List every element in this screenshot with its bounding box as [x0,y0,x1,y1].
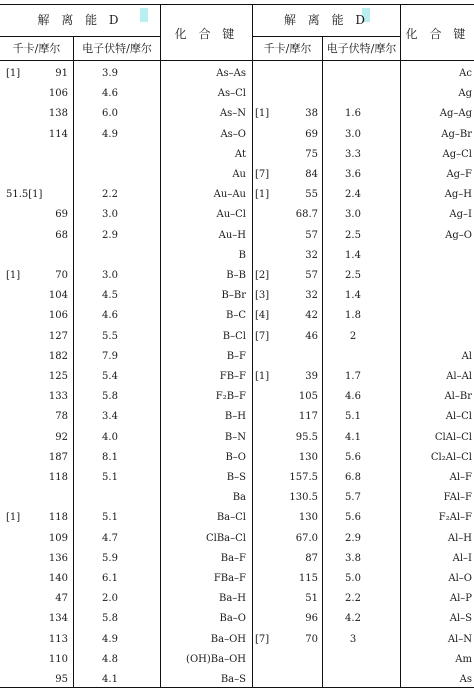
kcal-cell: 118 [48,472,68,483]
bond-cell: B–N [224,432,246,443]
top-rule [0,4,474,5]
ref-cell: [2] [255,270,270,281]
ev-cell: 5.6 [345,512,361,523]
ev-cell: 3.3 [345,149,361,160]
ev-cell: 1.6 [345,108,361,119]
ev-cell: 6.1 [102,573,118,584]
kcal-cell: 96 [305,613,318,624]
ev-header-right: 电子伏特/摩尔 [326,42,397,55]
kcal-cell: 138 [48,108,68,119]
kcal-cell: 46 [305,331,318,342]
bond-cell: Al–F [449,472,472,483]
bond-cell: ClBa–Cl [205,533,246,544]
bond-cell: Ag–H [444,189,472,200]
kcal-cell: 109 [48,533,68,544]
group-header-left: 解 离 能 D [37,13,123,27]
kcal-cell: 115 [298,573,318,584]
bond-cell: B–C [226,310,246,321]
ev-cell: 5.7 [345,492,361,503]
group-header-right: 解 离 能 D [283,13,370,27]
ref-cell: [1] [255,108,270,119]
kcal-cell: 39 [305,371,318,382]
kcal-cell: 70 [55,270,68,281]
ev-cell: 4.9 [102,634,118,645]
bond-header-left: 化 合 键 [174,27,239,41]
ev-cell: 3.9 [102,68,118,79]
ev-cell: 6.8 [345,472,361,483]
kcal-cell: 110 [48,654,68,665]
bond-cell: Ba–O [219,613,246,624]
bond-cell: Al–N [447,634,472,645]
ev-cell: 4.9 [102,129,118,140]
bond-cell: As–As [216,68,246,79]
ev-cell: 4.0 [102,432,118,443]
kcal-cell: 118 [48,512,68,523]
kcal-cell: 75 [305,149,318,160]
ev-cell: 7.9 [102,351,118,362]
ev-cell: 6.0 [102,108,118,119]
kcal-cell: 187 [48,452,68,463]
kcal-header-left: 千卡/摩尔 [12,42,61,55]
kcal-cell: 133 [48,391,68,402]
kcal-cell: 51 [305,593,318,604]
ev-cell: 5.6 [345,452,361,463]
kcal-cell: 78 [55,411,68,422]
ev-cell: 4.6 [102,88,118,99]
subheader-rule-left [0,36,160,37]
kcal-cell: 42 [305,310,318,321]
column-rule [73,36,74,687]
bond-cell: Ba–OH [210,634,246,645]
bond-cell: As–N [219,108,246,119]
kcal-cell: 130.5 [289,492,318,503]
ev-cell: 5.8 [102,613,118,624]
kcal-cell: 67.0 [295,533,318,544]
ev-cell: 8.1 [102,452,118,463]
bond-cell: As–O [220,129,246,140]
bond-cell: Al [461,351,472,362]
ev-cell: 2.0 [102,593,118,604]
ev-cell: 3.4 [102,411,118,422]
bond-cell: Ba–S [220,674,246,685]
bottom-rule [0,687,474,688]
ev-cell: 4.2 [345,613,361,624]
bond-cell: Ag–Cl [442,149,472,160]
ev-cell: 1.8 [345,310,361,321]
bond-cell: Al–Al [446,371,472,382]
kcal-cell: 95.5 [295,432,318,443]
ref-cell: [1] [6,68,21,79]
bond-cell: Ag–Br [441,129,472,140]
bond-cell: Au–Au [213,189,246,200]
ev-header-left: 电子伏特/摩尔 [82,42,152,55]
ev-cell: 3.0 [345,129,361,140]
bond-cell: B–F [226,351,246,362]
header-rule [0,60,474,61]
kcal-cell: 57 [305,270,318,281]
kcal-cell: 140 [48,573,68,584]
bond-cell: Ba–Cl [216,512,246,523]
bond-cell: At [234,149,246,160]
kcal-cell: 106 [48,88,68,99]
kcal-cell: 130 [298,512,318,523]
bond-cell: B–B [226,270,246,281]
kcal-cell: 47 [55,593,68,604]
kcal-cell: 114 [48,129,68,140]
kcal-cell: 117 [298,411,318,422]
ev-cell: 1.4 [345,290,361,301]
ev-cell: 1.4 [345,250,361,261]
bond-cell: Ba [232,492,246,503]
bond-cell: As [459,674,472,685]
ref-cell: [1] [255,371,270,382]
bond-cell: Al–Br [444,391,472,402]
ev-cell: 3.8 [345,553,361,564]
ev-cell: 3.6 [345,169,361,180]
kcal-cell: 125 [48,371,68,382]
ev-cell: 4.6 [345,391,361,402]
ev-cell: 3 [349,634,357,645]
kcal-cell: 182 [48,351,68,362]
ev-cell: 3.0 [102,209,118,220]
bond-cell: Au [232,169,246,180]
bond-cell: FBa–F [213,573,246,584]
bond-cell: ClAl–Cl [434,432,472,443]
kcal-cell: 70 [305,634,318,645]
ev-cell: 2.5 [345,230,361,241]
kcal-header-right: 千卡/摩尔 [263,42,312,55]
kcal-cell: 134 [48,613,68,624]
bond-cell: F₂Al–F [438,512,472,523]
ref-cell: [7] [255,169,270,180]
bond-cell: FAl–F [443,492,472,503]
ref-cell: [1] [6,512,21,523]
ev-cell: 2 [349,331,357,342]
bond-cell: Al–P [449,593,472,604]
ref-cell: [4] [255,310,270,321]
bond-cell: Ag [458,88,472,99]
kcal-cell: 130 [298,452,318,463]
bond-cell: Ba–H [218,593,246,604]
bond-cell: Ac [459,68,472,79]
subheader-rule-right [252,36,400,37]
kcal-cell: 32 [305,250,318,261]
kcal-cell: 113 [48,634,68,645]
kcal-cell: 57 [305,230,318,241]
kcal-cell: 157.5 [289,472,318,483]
bond-cell: B–O [225,452,246,463]
bond-cell: As–Cl [217,88,246,99]
bond-cell: Ba–F [220,553,246,564]
kcal-cell: 55 [305,189,318,200]
bond-cell: Au–H [218,230,246,241]
ev-cell: 4.7 [102,533,118,544]
bond-cell: Ag–O [445,230,472,241]
ev-cell: 5.4 [102,371,118,382]
kcal-cell: 105 [298,391,318,402]
column-rule [400,4,401,687]
ref-cell: [3] [255,290,270,301]
ev-cell: 2.2 [345,593,361,604]
ev-cell: 4.5 [102,290,118,301]
bond-cell: Al–O [448,573,472,584]
kcal-cell: 92 [55,432,68,443]
kcal-cell: 84 [305,169,318,180]
kcal-cell: 68.7 [295,209,318,220]
ev-cell: 2.9 [345,533,361,544]
ev-cell: 5.8 [102,391,118,402]
bond-cell: B [238,250,246,261]
column-rule [160,4,161,687]
bond-cell: FB–F [219,371,246,382]
kcal-cell: 32 [305,290,318,301]
kcal-cell: 87 [305,553,318,564]
ref-cell: [7] [255,331,270,342]
kcal-cell: 104 [48,290,68,301]
ev-cell: 5.5 [102,331,118,342]
kcal-cell: 68 [55,230,68,241]
ev-cell: 3.0 [345,209,361,220]
kcal-cell: 38 [305,108,318,119]
bond-cell: Cl₂Al–Cl [430,452,472,463]
bond-cell: Al–I [452,553,472,564]
bond-header-right: 化 合 键 [405,27,470,41]
bond-cell: Al–Cl [445,411,472,422]
bond-cell: B–Cl [222,331,246,342]
kcal-cell: 69 [55,209,68,220]
column-rule [322,36,323,687]
bond-cell: Al–H [447,533,472,544]
ev-cell: 2.4 [345,189,361,200]
kcal-cell: 127 [48,331,68,342]
ev-cell: 2.2 [102,189,118,200]
bond-cell: Al–S [449,613,472,624]
ev-cell: 5.1 [102,472,118,483]
column-rule [252,4,253,687]
bond-cell: Ag–I [449,209,472,220]
bond-cell: (OH)Ba–OH [186,654,246,665]
bond-cell: F₂B–F [215,391,246,402]
bond-cell: Au–Cl [216,209,246,220]
ref-cell: [1] [6,270,21,281]
ev-cell: 4.8 [102,654,118,665]
bond-cell: B–H [224,411,246,422]
ev-cell: 4.1 [102,674,118,685]
kcal-cell: 91 [55,68,68,79]
ev-cell: 4.6 [102,310,118,321]
ref-cell: [1] [255,189,270,200]
ev-cell: 1.7 [345,371,361,382]
kcal-cell: 136 [48,553,68,564]
bond-cell: Ag–F [446,169,472,180]
ev-cell: 5.1 [102,512,118,523]
ev-cell: 2.5 [345,270,361,281]
ev-cell: 5.0 [345,573,361,584]
ev-cell: 5.9 [102,553,118,564]
ev-cell: 3.0 [102,270,118,281]
bond-cell: Ag–Ag [439,108,472,119]
ev-cell: 5.1 [345,411,361,422]
ref-cell: [7] [255,634,270,645]
bond-cell: Am [455,654,472,665]
ev-cell: 4.1 [345,432,361,443]
ev-cell: 2.9 [102,230,118,241]
bond-cell: B–Br [221,290,246,301]
kcal-cell: 69 [305,129,318,140]
ref-cell: 51.5[1] [6,189,43,200]
kcal-cell: 106 [48,310,68,321]
kcal-cell: 95 [55,674,68,685]
bond-cell: B–S [226,472,246,483]
